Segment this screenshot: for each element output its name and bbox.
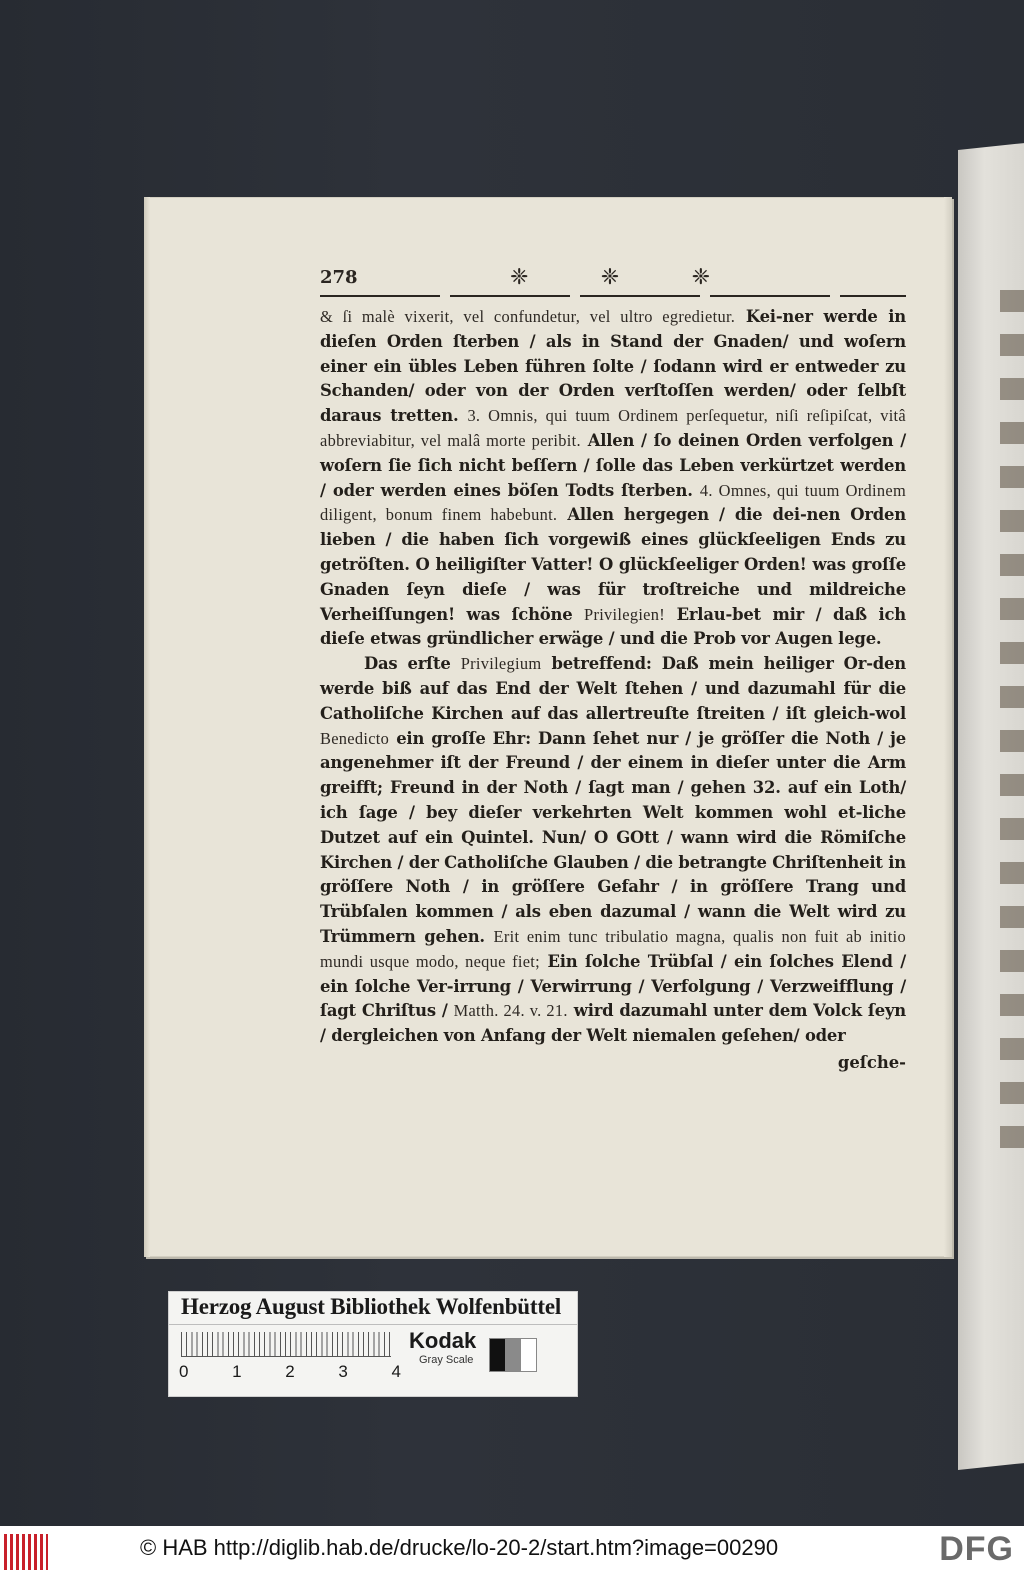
footer-bar [0,1526,1024,1582]
hab-logo-icon [4,1534,48,1570]
head-ornaments [510,265,710,290]
latin-run: Matth. 24. v. 21. [453,1001,568,1021]
german-run: Kei-ner werde in dieſen Orden ſterben / als in Stand der Gnaden/ und woſern einer ein übles Leben führen ſolte / ſodann wird er entweder zu Schanden/ oder von der Orden verſtoſſen werden/ oder ſelbſt daraus tretten. [320,307,906,426]
ornament-icon: ❈ [600,265,620,290]
latin-run: 3. Omnis, qui tuum Ordinem perſequetur, niſi reſipiſcat, vitâ abbreviabitur, vel malâ morte peribit. [320,406,906,450]
head-rule [320,295,906,297]
swatch-black [490,1339,505,1371]
paragraph [320,305,906,652]
latin-run: Benedicto [320,728,390,748]
german-run: Allen hergegen / die dei-nen Orden lieben / die haben ſich vorgewiß eines glückſeeligen Ends zu getröſten. O heiligiſter Vatter! O glückſeeliger Orden! was groſſe Gnaden ſeyn dieſe / was für troſtreiche und mildreiche Verheiſſungen! was ſchöne [320,505,906,624]
german-run: Erlau-bet mir / daß ich dieſe etwas gründlicher erwäge / und die Prob vor Augen lege. [320,604,906,649]
adjacent-page-text-strip [1000,290,1024,1150]
page-gutter [944,197,952,1257]
latin-run: & ſi malè vixerit, vel confundetur, vel ultro egredietur. [320,307,736,326]
kodak-subtitle: Gray Scale [419,1354,474,1366]
color-calibration-card [168,1291,578,1397]
paragraph [320,652,906,1049]
swatch-white [521,1339,536,1371]
ruler-number: 2 [285,1362,295,1381]
ornament-icon: ❈ [510,265,529,290]
latin-run: 4. Omnes, qui tuum Ordinem diligent, bonum finem habebunt. [320,480,906,525]
ruler-numbers [179,1362,401,1382]
page-number: 278 [320,267,358,288]
latin-run: Privilegium [460,654,542,674]
ornament-icon: ❈ [691,265,710,290]
dfg-logo: DFG [939,1530,1014,1568]
german-run: betreffend: Daß mein heiliger Or-den werde biß auf das End der Welt ſtehen / und dazumahl für die Catholiſche Kirchen auf das allertreuſte ſtreiten / iſt gleich-wol [320,654,906,723]
body-text [320,305,906,1076]
running-head [320,267,906,297]
ruler-number: 3 [338,1362,348,1381]
gray-scale-swatch [489,1338,537,1372]
german-run: Allen / ſo deinen Orden verfolgen / woſern ſie ſich nicht beſſern / ſolle das Leben verkürtzet werden / oder werden eines böſen Todts ſterben. [320,430,906,500]
german-run: wird dazumahl unter dem Volck ſeyn / dergleichen von Anfang der Welt niemalen geſehen/ oder [320,1001,906,1046]
swatch-gray [505,1339,520,1371]
card-divider [169,1324,577,1325]
source-credit-link[interactable]: © HAB http://diglib.hab.de/drucke/lo-20-2/start.htm?image=00290 [140,1535,779,1560]
german-run: ein groſſe Ehr: Dann ſehet nur / je gröſſer die Noth / je angenehmer iſt der Freund / der einem in dieſer unter die Arm greifft; Freund in der Noth / ſagt man / gehen 32. auf ein Loth/ ich ſage / bey dieſer verkehrten Welt kommen wohl et-liche Dutzet auf ein Quintel. Nun/ O GOtt / wann wird die Römiſche Kirchen / der Catholiſche Glauben / die betrangte Chriſtenheit in gröſſere Noth / in gröſſere Gefahr / in gröſſere Trang und Trübſalen kommen / als eben dazumal / wann die Welt wird zu Trümmern gehen. [320,728,906,946]
book-page [144,197,952,1257]
german-run: Das erſte [364,654,461,674]
library-name: Herzog August Bibliothek Wolfenbüttel [181,1294,562,1319]
latin-run: Privilegien! [584,604,666,624]
german-run: Ein ſolche Trübſal / ein ſolches Elend / ein ſolche Ver-irrung / Verwirrung / Verfolgung / Verzweifflung / ſagt Chriſtus / [320,951,906,1021]
catchword: geſche- [837,1052,906,1072]
ruler-number: 4 [391,1362,401,1381]
ruler-number: 1 [232,1362,242,1381]
latin-run: Erit enim tunc tribulatio magna, qualis non fuit ab initio mundi usque modo, neque fiet; [320,926,906,971]
ruler-number: 0 [179,1362,189,1381]
kodak-logo: Kodak [409,1328,477,1353]
scale-ruler [181,1332,391,1357]
